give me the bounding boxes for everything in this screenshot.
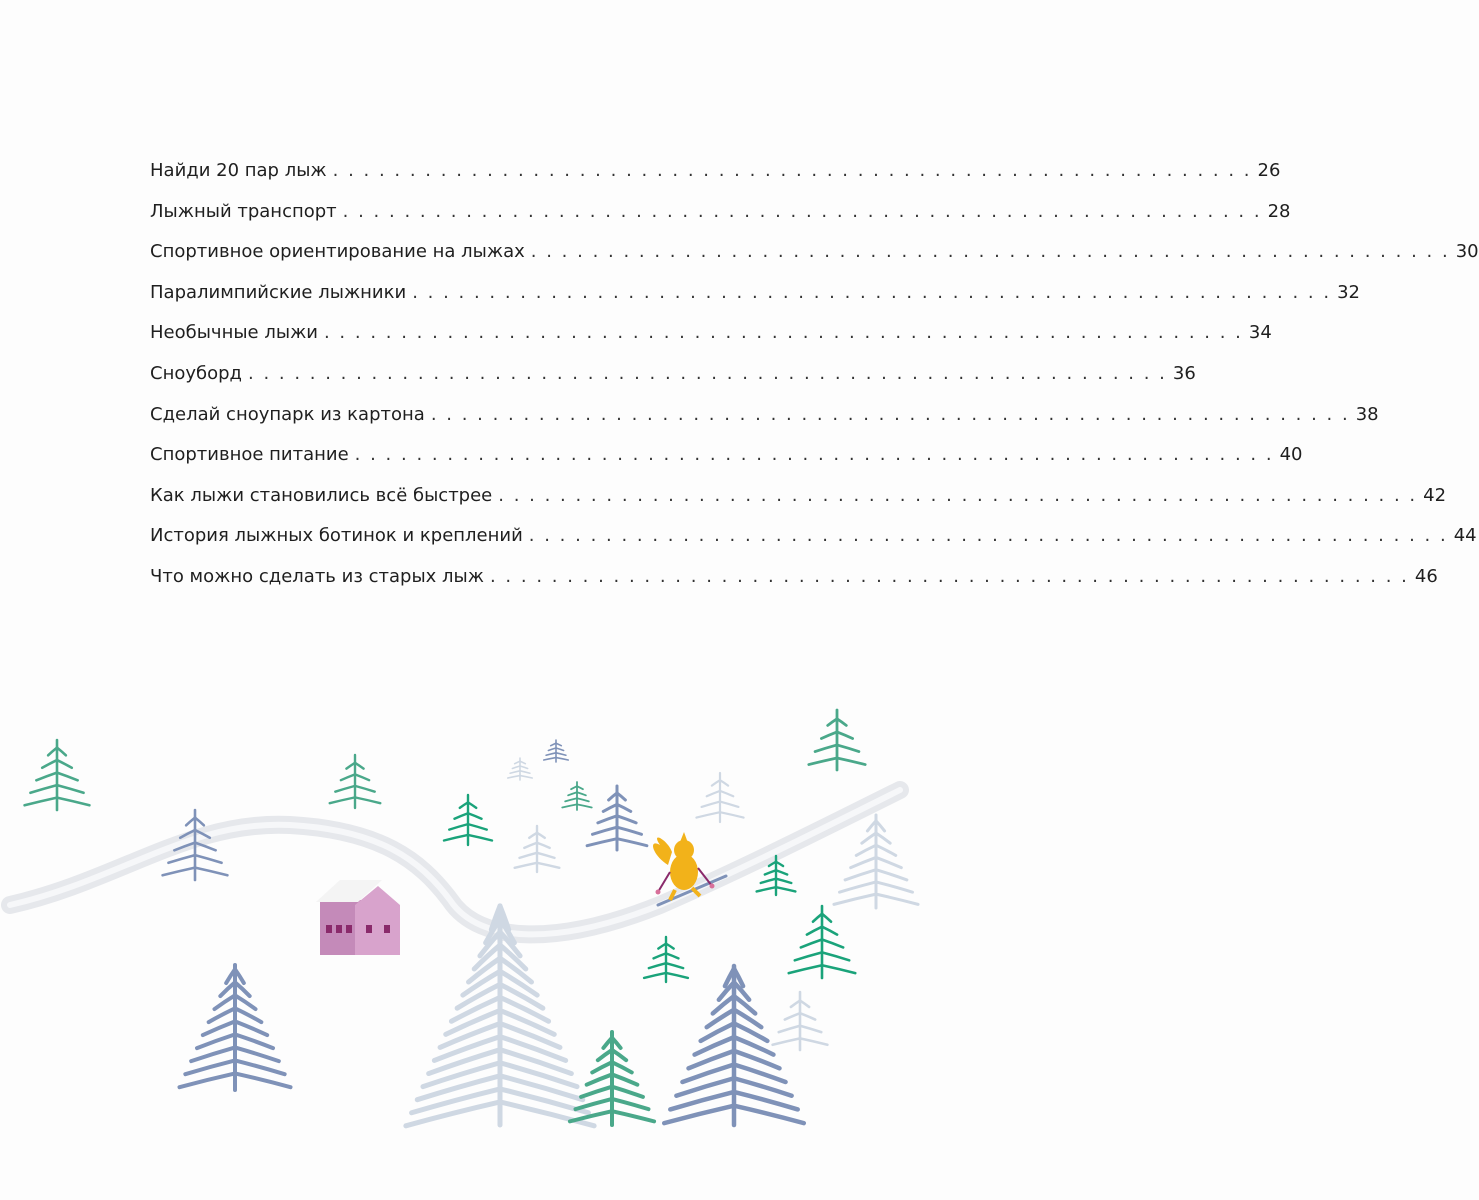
fir-tree-icon xyxy=(25,740,90,810)
fir-tree-icon xyxy=(508,758,532,780)
window-icon xyxy=(366,925,372,933)
toc-dot-leader: . . . . . . . . . . . . . . . . . . . . . . . . . . . . . . . . . . . . . . . . . . . . . . . . . . . . . . . . . . . . xyxy=(528,525,1448,547)
toc-entry-title: Что можно сделать из старых лыж xyxy=(150,565,484,587)
fir-tree-icon xyxy=(696,773,743,822)
toc-entry-title: Спортивное питание xyxy=(150,444,349,466)
house xyxy=(316,880,400,955)
window-icon xyxy=(346,925,352,933)
ski-track xyxy=(10,790,900,934)
toc-dot-leader: . . . . . . . . . . . . . . . . . . . . . . . . . . . . . . . . . . . . . . . . . . . . . . . . . . . . . . . . . . . . xyxy=(332,160,1252,181)
fir-tree-icon xyxy=(809,710,865,770)
fir-tree-icon xyxy=(444,795,492,845)
toc-dot-leader: . . . . . . . . . . . . . . . . . . . . . . . . . . . . . . . . . . . . . . . . . . . . . . . . . . . . . . . . . . . . xyxy=(323,322,1243,344)
toc-entry-title: Лыжный транспорт xyxy=(150,200,337,222)
toc-dot-leader: . . . . . . . . . . . . . . . . . . . . . . . . . . . . . . . . . . . . . . . . . . . . . . . . . . . . . . . . . . . . xyxy=(489,565,1409,587)
toc-entry-title: Спортивное ориентирование на лыжах xyxy=(150,241,525,263)
toc-entry-page: 26 xyxy=(1257,160,1281,181)
fir-tree-icon xyxy=(330,755,381,808)
toc-dot-leader: . . . . . . . . . . . . . . . . . . . . . . . . . . . . . . . . . . . . . . . . . . . . . . . . . . . . . . . . . . . . xyxy=(342,200,1262,222)
window-icon xyxy=(384,925,390,933)
toc-entry-page: 46 xyxy=(1414,565,1438,587)
toc-entry-page: 30 xyxy=(1455,241,1479,263)
fir-tree-icon xyxy=(789,906,855,978)
toc-dot-leader: . . . . . . . . . . . . . . . . . . . . . . . . . . . . . . . . . . . . . . . . . . . . . . . . . . . . . . . . . . . . xyxy=(430,403,1350,425)
toc-entry-page: 44 xyxy=(1453,525,1477,547)
toc-entry-page: 34 xyxy=(1248,322,1272,344)
toc-entry-page: 32 xyxy=(1337,281,1360,303)
toc-dot-leader: . . . . . . . . . . . . . . . . . . . . . . . . . . . . . . . . . . . . . . . . . . . . . . . . . . . . . . . . . . . . xyxy=(530,241,1450,263)
toc-entry-title: Сделай сноупарк из картона xyxy=(150,403,425,425)
fir-tree-icon xyxy=(562,782,592,810)
toc-entry-page: 38 xyxy=(1355,403,1379,425)
toc-entry-page: 28 xyxy=(1267,200,1291,222)
toc-dot-leader: . . . . . . . . . . . . . . . . . . . . . . . . . . . . . . . . . . . . . . . . . . . . . . . . . . . . . . . . . . . . xyxy=(248,362,1167,384)
toc-entry-page: 36 xyxy=(1172,362,1196,384)
window-icon xyxy=(326,925,332,933)
toc-entry-title: Как лыжи становились всё быстрее xyxy=(150,484,493,506)
fir-tree-icon xyxy=(664,966,804,1125)
toc-entry-page: 40 xyxy=(1279,444,1303,466)
fir-tree-icon xyxy=(834,815,918,908)
toc-dot-leader: . . . . . . . . . . . . . . . . . . . . . . . . . . . . . . . . . . . . . . . . . . . . . . . . . . . . . . . . . . . . xyxy=(498,484,1418,506)
fir-tree-icon xyxy=(587,786,647,850)
toc-entry-page: 42 xyxy=(1423,484,1447,506)
window-icon xyxy=(336,925,342,933)
toc-entry-title: Паралимпийские лыжники xyxy=(150,281,407,303)
fir-tree-icon xyxy=(515,826,560,872)
fir-tree-icon xyxy=(773,992,828,1050)
toc-entry-title: Найди 20 пар лыж xyxy=(150,160,327,181)
fir-tree-icon xyxy=(544,740,568,762)
fir-tree-icon xyxy=(180,965,291,1090)
toc-entry-title: История лыжных ботинок и креплений xyxy=(150,525,523,547)
toc-entry-title: Необычные лыжи xyxy=(150,322,318,344)
fir-tree-icon xyxy=(644,937,688,982)
toc-entry-title: Сноуборд xyxy=(150,362,242,384)
toc-dot-leader: . . . . . . . . . . . . . . . . . . . . . . . . . . . . . . . . . . . . . . . . . . . . . . . . . . . . . . . . . . . . xyxy=(412,281,1332,303)
toc-dot-leader: . . . . . . . . . . . . . . . . . . . . . . . . . . . . . . . . . . . . . . . . . . . . . . . . . . . . . . . . . . . . xyxy=(354,444,1274,466)
